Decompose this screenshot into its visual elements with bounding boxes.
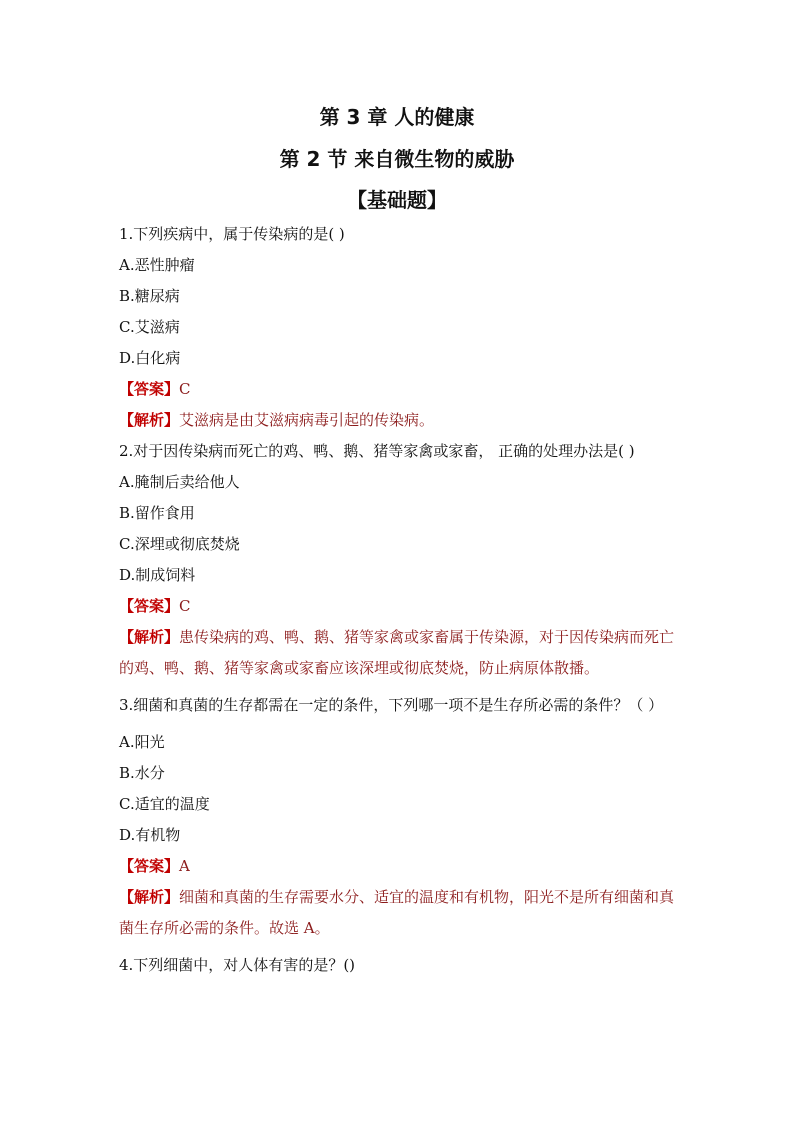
analysis-label: 【解析】 — [119, 628, 180, 646]
chapter-title: 第 3 章 人的健康 — [319, 105, 475, 129]
question-1-answer — [119, 379, 679, 410]
analysis-text: 艾滋病是由艾滋病病毒引起的传染病。 — [179, 411, 435, 429]
category-heading: 【基础题】 — [347, 188, 447, 212]
analysis-label: 【解析】 — [119, 888, 180, 906]
question-3-option-d: D.有机物 — [119, 826, 181, 844]
analysis-label: 【解析】 — [119, 411, 180, 429]
question-1-option-d: D.白化病 — [119, 349, 181, 367]
question-1-option-c: C.艾滋病 — [119, 318, 180, 336]
answer-value: C — [179, 380, 191, 398]
analysis-text: 患传染病的鸡、鸭、鹅、猪等家禽或家畜属于传染源，对于因传染病而死亡的鸡、鸭、鹅、猪等家禽或家畜应该深埋或彻底焚烧，防止病原体散播。 — [119, 628, 675, 677]
answer-value: A — [179, 857, 190, 875]
question-2-analysis — [119, 622, 679, 695]
question-4-stem: 4.下列细菌中，对人体有害的是？() — [119, 956, 356, 974]
question-1-stem: 1.下列疾病中，属于传染病的是( ) — [119, 225, 345, 243]
answer-value: C — [179, 597, 191, 615]
section-title: 第 2 节 来自微生物的威胁 — [279, 147, 515, 171]
analysis-text: 细菌和真菌的生存需要水分、适宜的温度和有机物，阳光不是所有细菌和真菌生存所必需的条件。故选 A。 — [119, 888, 675, 937]
answer-label: 【答案】 — [119, 597, 180, 615]
question-2-option-d: D.制成饲料 — [119, 566, 196, 584]
question-list — [119, 224, 679, 986]
question-1-option-b: B.糖尿病 — [119, 287, 180, 305]
question-2-option-b: B.留作食用 — [119, 504, 195, 522]
answer-label: 【答案】 — [119, 380, 180, 398]
question-3-analysis — [119, 882, 679, 955]
question-2-stem: 2.对于因传染病而死亡的鸡、鸭、鹅、猪等家禽或家畜， 正确的处理办法是( ) — [119, 442, 635, 460]
question-2-option-c: C.深埋或彻底焚烧 — [119, 535, 240, 553]
question-2-option-a: A.腌制后卖给他人 — [119, 473, 240, 491]
question-3-stem: 3.细菌和真菌的生存都需在一定的条件，下列哪一项不是生存所必需的条件？（ ） — [119, 696, 664, 714]
question-3-option-c: C.适宜的温度 — [119, 795, 210, 813]
question-3-option-a: A.阳光 — [119, 733, 165, 751]
question-3-option-b: B.水分 — [119, 764, 165, 782]
answer-label: 【答案】 — [119, 857, 180, 875]
question-1-option-a: A.恶性肿瘤 — [119, 256, 195, 274]
question-1-analysis — [119, 410, 679, 441]
